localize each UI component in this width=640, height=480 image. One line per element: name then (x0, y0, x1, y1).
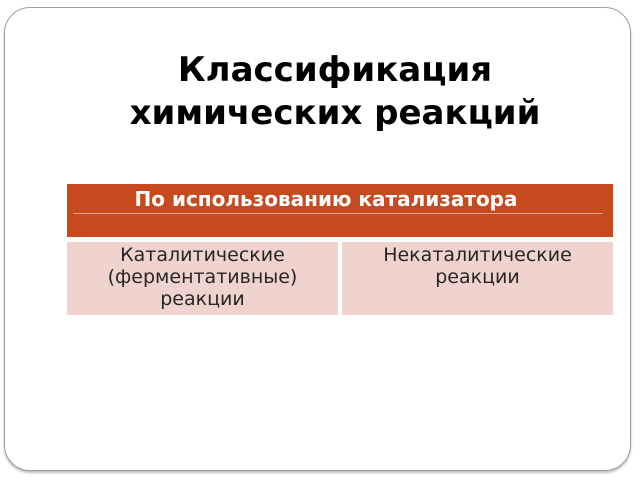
table-body-row (67, 242, 613, 315)
table-header-label: По использованию катализатора (134, 187, 518, 211)
slide-title (65, 49, 605, 135)
table-cell-catalytic: Каталитические (ферментативные) реакции (67, 242, 338, 315)
classification-table (67, 184, 613, 315)
table-header-cell (67, 184, 613, 237)
slide-title-line-2: химических реакций (129, 92, 541, 133)
header-underline (73, 213, 603, 214)
table-cell-noncatalytic: Некаталитические реакции (342, 242, 613, 315)
slide-title-line-1: Классификация (177, 49, 493, 90)
